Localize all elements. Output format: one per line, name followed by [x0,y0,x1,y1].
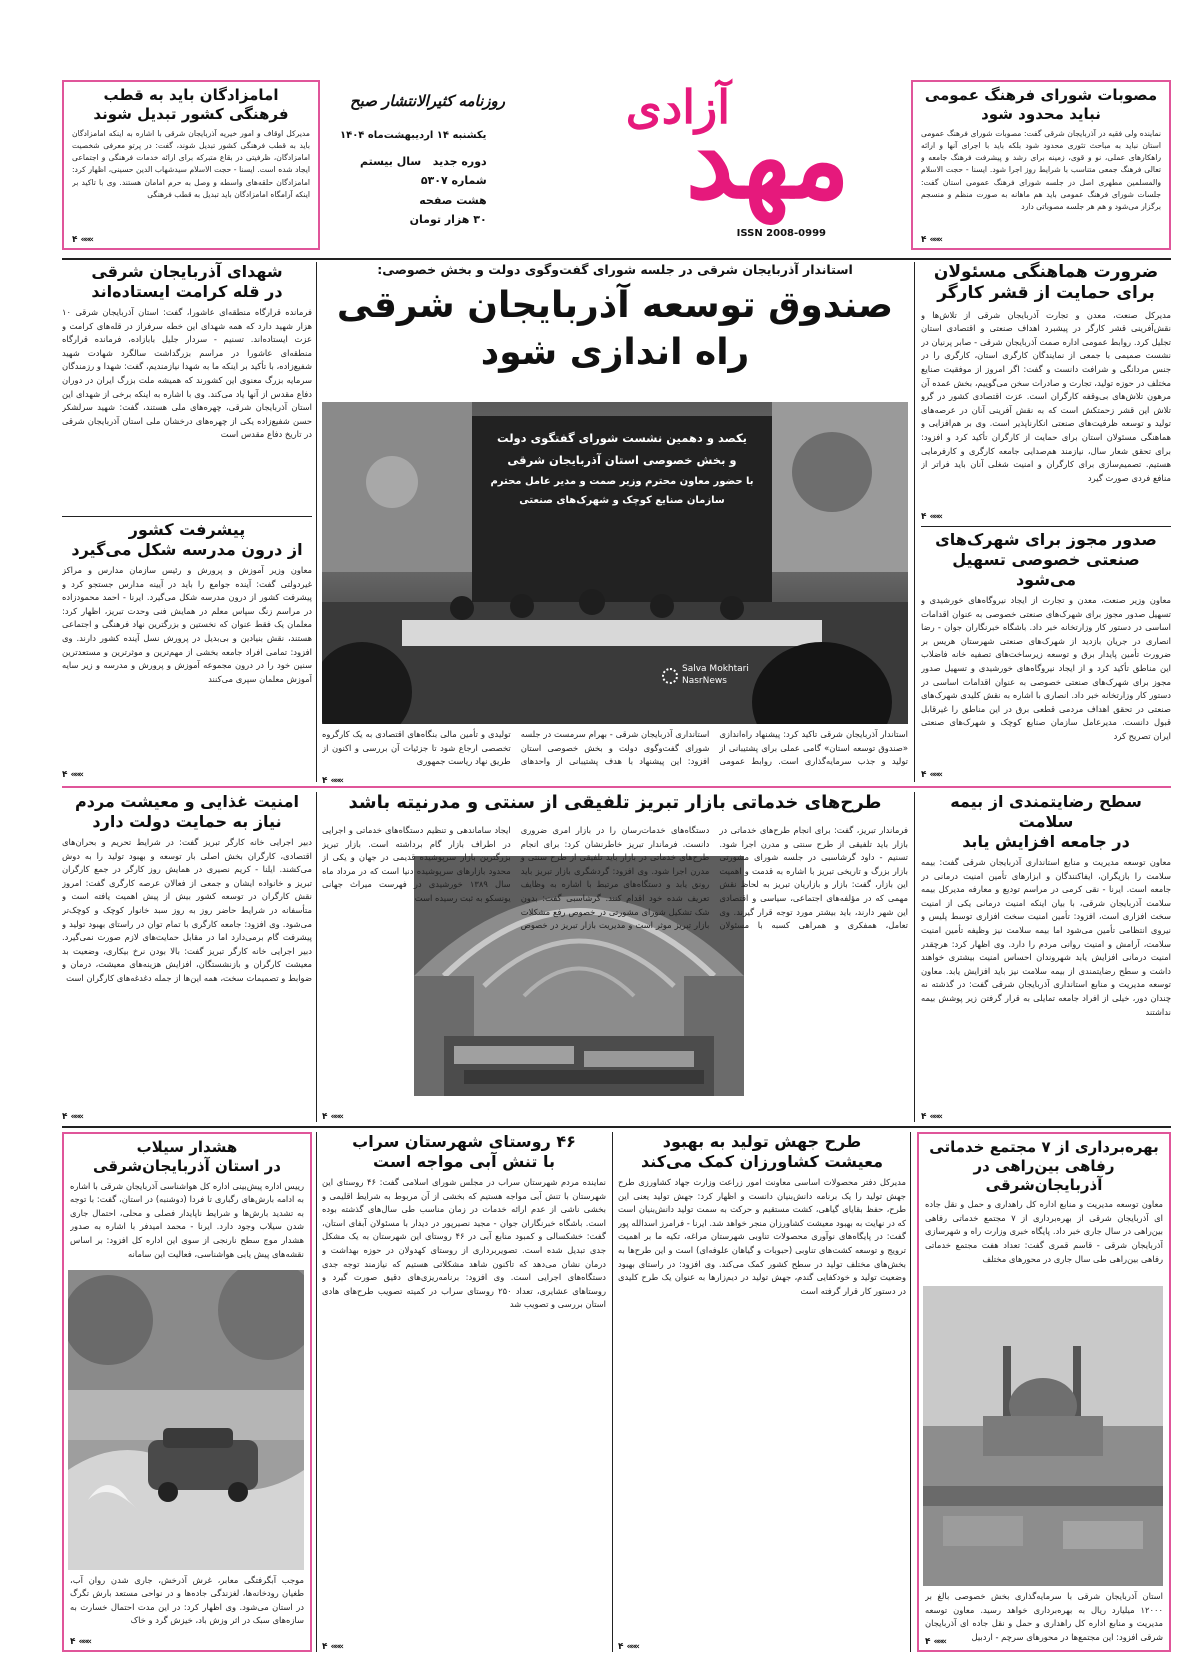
article-industrial-parks [921,530,1171,780]
article-tabriz-bazaar [322,792,908,1122]
chevron-icon: ««« [929,770,941,780]
chevron-icon: ««« [933,1637,945,1647]
masthead-series: دوره جدید [432,155,487,168]
article-body: نماینده مردم شهرستان سراب در مجلس شورای اسلامی گفت: ۴۶ روستای این شهرستان با تنش آبی مواجه هستیم که بخشی از آن مربوط به شرایط اقلیمی و بخشی ناشی از عدم ارائه خدمات در زمان مناسب طی سال‌های گذشته بوده است. باشگاه خبرنگاران جوان - مجید نصیرپور در دیدار با مسئولان آبفای استان، گفت: خشکسالی و کمبود منابع آبی در ۴۶ روستای این شهرستان به یک مشکل جدی تبدیل شده است. تصویربرداری از روستای کهدولان در حوزه بهداشت و درمان نشان می‌دهد که تاکنون شاهد مشکلاتی هستیم که نیازمند توجه جدی دستگاه‌های اجرایی است. وی افزود: برنامه‌ریزی‌های دقیق صورت گیرد و روستاهای عشایری، تعداد ۲۵۰ روستای سراب در کمیته تصویب طرح‌های هادی استان بررسی و تصویب شد [322,1177,606,1310]
masthead-pages: هشت صفحه [419,193,487,207]
article-martyrs [62,262,312,512]
chevron-icon: ««« [929,235,941,245]
article-body: معاون توسعه مدیریت و منابع اداره کل راهداری و حمل و نقل جاده ای آذربایجان شرقی از بهره‌برداری از ۷ مجتمع خدماتی رفاهی بین‌راهی در سال جاری خبر داد. پایگاه خبری وزارت راه و شهرسازی آذربایجان شرقی - قاسم قمری گفت: تعداد هفت مجتمع خدماتی رفاهی بین‌راهی طی سال جاری در محورهای مختلف [925,1199,1163,1264]
rest-area-photo [923,1286,1163,1586]
article-body: فرماندار تبریز، گفت: برای انجام طرح‌های خدماتی در بازار باید تلفیقی از طرح سنتی و مدرن اجرا شود. تسنیم - داود گرشاسبی در جلسه شورای مشورتی بازار بزرگ و تاریخی تبریز با اشاره به قدمت و اهمیت این بازار، گفت: بازار و بازاریان تبریز به لحاظ نقش مهمی که در مؤلفه‌های اجتماعی، سیاسی و اقتصادی این شهر دارند، باید بیشتر مورد توجه قرار گیرند. وی تعامل، همفکری و همراهی کسبه با مسئولان دستگاه‌های خدمات‌رسان را در بازار امری ضروری دانست. فرماندار تبریز خاطرنشان کرد: برای انجام طرح‌های خدماتی در بازار باید تلفیقی از طرح سنتی و مدرن اجرا شود. وی افزود: گردشگری بازار تبریز باید رونق یابد و دستگاه‌های مرتبط با اشاره به وظایف تعریف شده خود اقدام کنند. گرشاسبی گفت: بدون شک تشکیل شورای مشورتی در خصوص رفع مشکلات بازار تبریز موثر است و مدیریت بازار تبریز در خصوص ایجاد ساماندهی و تنظیم دستگاه‌های خدماتی و اجرایی در اطراف بازار گام برداشته است. بازار تبریز بزرگترین بازار سرپوشیده قدیمی در جهان و یکی از محدود بازارهای سرپوشیده دنیا است که در مرداد ماه سال ۱۳۸۹ خورشیدی در فهرست میراث جهانی یونسکو به ثبت رسیده است [322,825,908,931]
flooded-street-illustration [68,1270,304,1570]
page-reference: ۴ ««« [62,1112,82,1122]
article-body: فرمانده قرارگاه منطقه‌ای عاشورا، گفت: استان آذربایجان شرقی ۱۰ هزار شهید دارد که همه شهدای این خطه سرفراز در قله‌های کرامت و عزت ایستاده‌اند. تسنیم - سردار جلیل بابازاده، فرمانده قرارگاه منطقه‌ای عاشورا در مراسم بزرگداشت سالگرد شهادت شهید شفیع‌زاده، با تأکید بر اینکه ما به شهدا نیازمندیم، گفت: شهدا و رزمندگان سرمایه بزرگ معنوی این کشورند که همیشه ملت بزرگ ایران در دوران دفاع مقدس از آنها یاد می‌کند. وی با اشاره به اینکه برخی از شهدای این استان آذربایجان شرقی، چهره‌های ملی هستند، گفت: شهید سرلشکر حسن شفیع‌زاده یکی از چهره‌های درخشان ملی استان آذربایجان شرقی در تاریخ دفاع مقدس است [62,307,312,440]
teaser-headline-line2: فرهنگی کشور تبدیل شوند [93,104,289,123]
lead-story [322,262,908,786]
page-reference: ۴ ««« [618,1642,638,1652]
teaser-body: نماینده ولی فقیه در آذربایجان شرقی گفت: مصوبات شورای فرهنگ عمومی استان نباید به مباحث تئوری محدود شود بلکه باید با اجرای آنها و ارائه راهکارهای عملی، نو و قوی، زمینه برای رشد و پیشرفت فرهنگ جامعه و تعالی فرهنگ جمعی متناسب با شرایط روز اجرا شود. ایسنا - حجت الاسلام والمسلمین مطهری اصل در جلسه شورای فرهنگ عمومی استان گفت: جلسات شورای فرهنگ عمومی باید هم ماهانه به صورت منظم و منسجم برگزار می‌شود و هم هر جلسه مصوباتی دارد [921,128,1161,212]
photo-credit: Salva Mokhtari NasrNews [662,664,749,687]
article-body: معاون وزیر آموزش و پرورش و رئیس سازمان مدارس و مراکز غیردولتی گفت: آینده جوامع را باید در آیینه مدارس جستجو کرد و پیشرفت کشور از درون مدرسه شکل می‌گیرد. ایرنا - احمد محمودزاده در مراسم زنگ سپاس معلم در همایش فنی وحدت تبریز، اظهار کرد: معلمان یک فقط عنوان که نخستین و بزرگترین نهاد فرهنگی و اجتماعی هستند، نقش بنیادین و بی‌بدیل در پرورش نسل آینده کشور دارند. وی افزود: تمامی افراد جامعه بخشی از مهم‌ترین و موثرترین و مستعدترین سنین خود را در درون مجموعه آموزش و پرورش و مدرسه و زیر سایه آموزش معلمان سپری می‌کنند [62,565,312,684]
article-headline: صدور مجوز برای شهرک‌های صنعتی خصوصی تسهیل می‌شود [935,530,1157,589]
article-body: مدیرکل صنعت، معدن و تجارت آذربایجان شرقی از تلاش‌ها و نقش‌آفرینی قشر کارگر در پیشبرد اهداف صنعتی و اقتصادی استان تجلیل کرد. روابط عمومی اداره صمت آذربایجان شرقی - صابر پرنیان در نشست صمیمی با جمعی از نمایندگان کارگری استان، کارگری را در جنس مردانگی و شرافت دانست و گفت: اگر امروز از موفقیت صنایع مختلف در حوزه تولید، تجارت و صادرات سخن می‌گوییم، بخش عمده آن مرهون تلاش‌های بی‌وقفه کارگران است. عزت اقتصادی کشور در گرو تلاش این قشر زحمتکش است که به نقش آفرینی آنان در عرصه‌های تولید و توسعه ظرفیت‌های صنعتی انکارناپذیر است. وی بر هم‌افزایی و هماهنگی مسئولان استان برای حمایت از کارگران تأکید کرد و افزود: برای تحقق شعار سال، نیازمند هم‌صدایی جامعه کارگری و کارفرمایی هستیم. تصمیم‌سازی برای کارگران و امنیت شغلی آنان باید فراتر از منافع فردی صورت گیرد [921,309,1171,483]
article-body: معاون وزیر صنعت، معدن و تجارت از ایجاد نیروگاه‌های خورشیدی و تسهیل صدور مجوز برای شهرک‌های صنعتی خصوصی به عنوان اقدامات اساسی در دستور کار وزارتخانه خبر داد. باشگاه خبرنگاران جوان - رضا انصاری در جریان بازدید از شهرک‌های صنعتی شهرستان هریس بر ضرورت تأمین پایدار برق و توسعه زیرساخت‌های تصفیه خانه فاضلاب این مناطق تأکید کرد و از ایجاد نیروگاه‌های خورشیدی و تسهیل صدور مجوز برای شهرک‌های صنعتی خصوصی به عنوان اقدامات اساسی در دستور کار وزارتخانه خبر داد. انصاری با اشاره به نقش کلیدی شهرک‌های صنعتی در تحقق اهداف مردمی قطعی برق در این مناطق را غیرقابل قبول دانست. مدیرعامل سازمان صنایع کوچک و شهرک‌های صنعتی ایران تصریح کرد [921,595,1171,742]
column-rule [316,262,317,782]
article-body: معاون توسعه مدیریت و منابع استانداری آذربایجان شرقی گفت: بیمه سلامت را بازیگران، ایفاکنندگان و ابزارهای تأمین امنیت درمانی در جامعه است. ایرنا - نقی کرمی در مراسم تودیع و معارفه مدیرکل بیمه سلامت آذربایجان شرقی، با بیان اینکه امنیت درمانی یکی از امنیت سخت افزاری است، افزود: تأمین امنیت سخت افزاری توسط پلیس و نیروی انتظامی تأمین می‌شود اما بیمه سلامت نیز وظیفه تأمین امنیت سلامت، آرامش و امنیت روانی مردم را دارد. وی اظهار کرد: هرچقدر امنیت درمانی افزایش یابد شهروندان احساس امنیت بیشتری خواهند داشت و سطح رضایتمندی از بیمه سلامت نیز باید افزایش یابد. معاون توسعه مدیریت و منابع استانداری آذربایجان شرقی گفت: در گذشته نه چندان دور، خیلی از افراد جامعه تمایلی به قرار گرفتن زیر پوشش بیمه نداشتند [921,857,1171,1017]
page-reference: ۴ ««« [72,235,92,245]
lead-photo [322,402,908,724]
article-body: دبیر اجرایی خانه کارگر تبریز گفت: در شرایط تحریم و بحران‌های اقتصادی، کارگران بخش اصلی بار توسعه و بهبود تولید را به دوش می‌کشند. ایلنا - کریم نصیری در همایش روز کارگر در جمع کارگران تبریز و خانواده ایشان و جمعی از فعالان عرصه کارگری گفت: امروز نقش کارگران در توسعه کشور بیش از پیش اهمیت یافته است و متأسفانه در شرایط حاضر روز به روز سبد خانوار کوچک و کوچک‌تر می‌شود. وی افزود: جامعه کارگری با تمام توان در راستای بهبود تولید و پیشرفت گام برمی‌دارد اما در مقابل حمایت‌های لازم صورت نمی‌گیرد. دبیر اجرایی خانه کارگر تبریز گفت: بالا بودن نرخ بیکاری، وضعیت بد معیشت کارگران و بازنشستگان، افزایش هزینه‌های معیشت، درمان و ضوابط و تصمیمات سخت، همه این‌ها از جمله دغدغه‌های کارگران است [62,837,312,984]
masthead-issn: ISSN 2008-0999 [736,228,826,239]
chevron-icon: ««« [929,512,941,522]
divider [62,516,312,517]
article-headline: پیشرفت کشور از درون مدرسه شکل می‌گیرد [71,520,303,559]
masthead-price: ۳۰ هزار تومان [409,212,487,226]
column-rule [316,1132,317,1652]
article-headline: ضرورت هماهنگی مسئولان برای حمایت از قشر کارگر [933,262,1159,304]
lead-kicker: استاندار آذربایجان شرقی در جلسه شورای گفت‌وگوی دولت و بخش خصوصی: [377,262,853,277]
camera-logo-icon [662,668,678,684]
chevron-icon: ««« [70,1112,82,1122]
chevron-icon: ««« [80,235,92,245]
article-headline: شهدای آذربایجان شرقی در قله کرامت ایستاده‌اند [91,262,283,301]
article-school-progress [62,520,312,780]
article-headline: طرح‌های خدماتی بازار تبریز تلفیقی از سنتی و مدرنیته باشد [348,792,882,813]
column-rule [316,792,317,1122]
page-reference: ۴ ««« [322,776,342,786]
article-production-leap [618,1132,906,1652]
page-reference: ۴ ««« [322,1112,342,1122]
chevron-icon: ««« [330,1642,342,1652]
article-headline: سطح رضایتمندی از بیمه سلامت در جامعه افزایش یابد [950,792,1142,851]
teaser-body: مدیرکل اوقاف و امور خیریه آذربایجان شرقی با اشاره به اینکه امامزادگان باید به قطب فرهنگی کشور تبدیل شوند، گفت: در پرتو معرفی شخصیت امامزادگان، ظرفیتی در بقاع متبرکه برای ارائه خدمات فرهنگی و اجتماعی ایجاد شده است. ایسنا - حجت الاسلام سیدشهاب الدین حسینی، اظهار کرد: امامزادگان حلقه‌های واسطه و وصل به حرم امامان هستند. وی با تاکید بر اینکه آرامگاه امامزادگان باید تبدیل به قطب فرهنگی [72,128,310,199]
article-headline: بهره‌برداری از ۷ مجتمع خدماتی رفاهی بین‌راهی در آذربایجان‌شرقی [929,1138,1159,1194]
column-rule [910,1132,911,1652]
article-headline: هشدار سیلاب در استان آذربایجان‌شرقی [93,1138,281,1175]
teaser-headline-line1: امامزادگان باید به قطب [103,86,279,104]
chevron-icon: ««« [626,1642,638,1652]
lead-body: استاندار آذربایجان شرقی تاکید کرد: پیشنهاد راه‌اندازی «صندوق توسعه استان» گامی عملی برای پشتیبانی از تولید و جذب سرمایه‌گذاری است. روابط عمومی استانداری آذربایجان شرقی - بهرام سرمست در جلسه شورای گفت‌وگوی دولت و بخش خصوصی استان افزود: این پیشنهاد با هدف پشتیبانی از واحدهای تولیدی و تأمین مالی بنگاه‌های اقتصادی به یک کارگروه تخصصی ارجاع شود تا جزئیات آن بررسی و اکنون از طریق نهاد ریاست جمهوری [322,729,908,767]
teaser-headline [72,86,310,124]
page-reference: ۴ ««« [921,770,941,780]
page-reference: ۴ ««« [62,770,82,780]
top-left-teaser [62,80,320,250]
masthead-logo-word: آزادی [625,80,730,134]
article-body-continued: استان آذربایجان شرقی با سرمایه‌گذاری بخش خصوصی بالغ بر ۱۲۰۰۰ میلیارد ریال به بهره‌برداری خواهد رسید. معاون توسعه مدیریت و منابع اداره کل راهداری و حمل و نقل جاده ای آذربایجان شرقی افزود: این مجتمع‌ها در محورهای سرچم - اردبیل [925,1591,1163,1643]
teaser-headline-line2: نباید محدود شود [981,104,1101,123]
masthead-issue: شماره ۵۳۰۷ [420,174,487,188]
page-reference: ۴ ««« [921,235,941,245]
article-food-security [62,792,312,1122]
page-reference: ۴ ««« [925,1637,945,1647]
chevron-icon: ««« [330,1112,342,1122]
page-reference: ۴ ««« [70,1637,90,1647]
article-health-insurance [921,792,1171,1122]
photo-banner: یکصد و دهمین نشست شورای گفتگوی دولت و بخش خصوصی استان آذربایجان شرقی با حضور معاون محترم وزیر صمت و مدیر عامل محترم سازمان صنایع کوچک و شهرک‌های صنعتی [490,431,754,506]
top-right-teaser [911,80,1171,250]
article-headline: ۴۶ روستای شهرستان سراب با تنش آبی مواجه است [352,1132,576,1171]
lead-headline: صندوق توسعه آذربایجان شرقی راه اندازی شود [336,285,894,373]
page-reference: ۴ ««« [921,1112,941,1122]
article-worker-support [921,262,1171,522]
article-headline: امنیت غذایی و معیشت مردم نیاز به حمایت دولت دارد [75,792,299,831]
divider [62,258,1171,260]
chevron-icon: ««« [929,1112,941,1122]
page-reference: ۴ ««« [322,1642,342,1652]
mosque-illustration [923,1286,1163,1586]
column-rule [914,792,915,1122]
article-body: مدیرکل دفتر محصولات اساسی معاونت امور زراعت وزارت جهاد کشاورزی طرح جهش تولید را یک برنامه دانش‌بنیان دانست و اظهار کرد: جهش تولید یعنی این طرح، حفظ بقایای گیاهی، کشت مستقیم و حرکت به سمت تولید دانش‌بنیان است که در نهایت به بهبود معیشت کشاورزان منجر خواهد شد. ایرنا - فرامرز اسدالله پور گفت: در پایگاه‌های نوآوری محصولات تناوبی شهرستان مراغه، تکیه ما بر اهمیت ترویج و توسعه کشت‌های تناوبی (حبوبات و گیاهان علوفه‌ای) است و این طرح‌ها به بخش‌های مختلف تولید در سطح کشور کمک می‌کند. وی افزود: در راستای بهبود وضعیت تولید و خودکفایی گندم، جهش تولید در دیم‌زارها به عنوان یک طرح کلیدی در دستور کار قرار گرفته است [618,1177,906,1296]
chevron-icon: ««« [330,776,342,786]
chevron-icon: ««« [70,770,82,780]
article-rest-areas [917,1132,1171,1652]
masthead [330,78,860,254]
page-reference: ۴ ««« [921,512,941,522]
masthead-logo-ligature: مهد [685,97,850,223]
article-body-continued: موجب آبگرفتگی معابر، غرش آذرخش، جاری شدن روان آب، طغیان رودخانه‌ها، لغزندگی جاده‌ها و در نواحی مستعد بارش تگرگ در استان می‌شود. وی اظهار کرد: در این مدت احتمال خسارت به سازه‌های سبک در اثر وزش باد، خیزش گرد و خاک [70,1574,304,1626]
chevron-icon: ««« [78,1637,90,1647]
column-rule [914,262,915,782]
teaser-headline [921,86,1161,124]
article-headline: طرح جهش تولید به بهبود معیشت کشاورزان کمک می‌کند [640,1132,884,1171]
divider [921,526,1171,527]
article-body: رییس اداره پیش‌بینی اداره کل هواشناسی آذربایجان شرقی با اشاره به ادامه بارش‌های رگباری تا فردا (دوشنبه) در استان، گفت: با توجه به تشدید بارش‌ها و شرایط ناپایدار فصلی و محلی، احتمال جاری شدن سیلاب وجود دارد. ایرنا - محمد امیدفر با اشاره به صدور هشدار موج سطح نارنجی از سوی این اداره کل افزود: بر اساس نقشه‌های پیش یابی هواشناسی، فعالیت این سامانه [70,1180,304,1259]
article-flood-warning [62,1132,312,1652]
article-sarab-villages [322,1132,606,1652]
masthead-year: سال بیستم [360,155,422,168]
masthead-date: یکشنبه ۱۴ اردیبهشت‌ماه ۱۴۰۴ [340,130,487,141]
masthead-meta [360,152,487,229]
flood-photo [68,1270,304,1570]
divider [62,786,1171,788]
masthead-subtitle: روزنامه کثیرالانتشار صبح [350,92,506,110]
divider [62,1126,1171,1128]
column-rule [612,1132,613,1652]
teaser-headline-line1: مصوبات شورای فرهنگ عمومی [924,86,1158,104]
